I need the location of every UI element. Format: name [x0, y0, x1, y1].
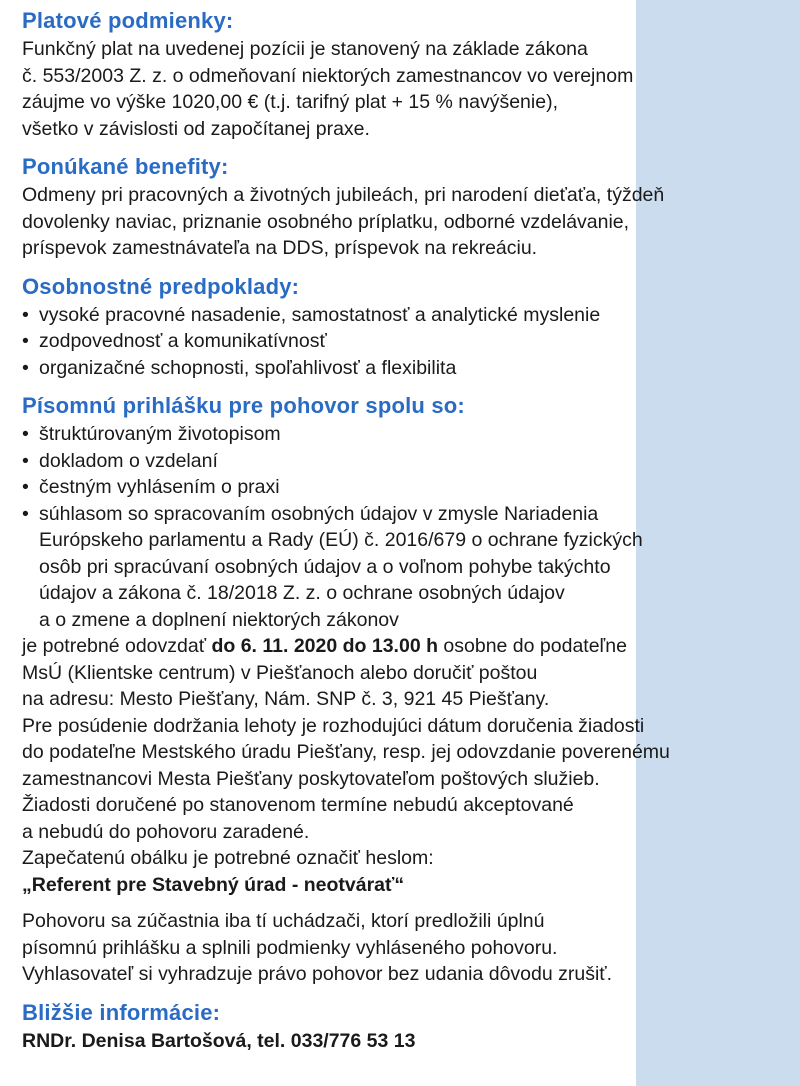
application-section — [22, 391, 792, 988]
list-item — [22, 302, 792, 329]
list-item-text: Európskeho parlamentu a Rady (EÚ) č. 2016/679 o ochrane fyzických — [39, 529, 643, 551]
application-line: MsÚ (Klientske centrum) v Piešťanoch alebo doručiť poštou — [22, 661, 538, 684]
envelope-label: „Referent pre Stavebný úrad - neotvárať“ — [22, 873, 405, 896]
list-item-text: organizačné schopnosti, spoľahlivosť a flexibilita — [39, 356, 457, 379]
benefits-line: príspevok zamestnávateľa na DDS, príspevok na rekreáciu. — [22, 237, 538, 259]
bullet-icon: • — [22, 502, 29, 525]
list-item-text: súhlasom so spracovaním osobných údajov v zmysle Nariadenia — [39, 502, 599, 525]
list-item — [22, 355, 792, 382]
contact-line: RNDr. Denisa Bartošová, tel. 033/776 53 13 — [22, 1029, 416, 1052]
deadline-date: do 6. 11. 2020 do 13.00 h — [211, 635, 438, 657]
list-item — [22, 421, 792, 448]
closing-line: písomnú prihlášku a splnili podmienky vyhláseného pohovoru. — [22, 936, 558, 959]
application-line: Pre posúdenie dodržania lehoty je rozhodujúci dátum doručenia žiadosti — [22, 714, 645, 737]
salary-section — [22, 6, 792, 142]
prerequisites-section — [22, 272, 792, 382]
bullet-icon: • — [22, 356, 29, 379]
application-line: Žiadosti doručené po stanovenom termíne nebudú akceptované — [22, 794, 574, 816]
salary-line: všetko v závislosti od započítanej praxe. — [22, 117, 370, 140]
salary-line: Funkčný plat na uvedenej pozícii je stanovený na základe zákona — [22, 38, 588, 60]
prerequisites-list — [22, 302, 792, 382]
application-line: na adresu: Mesto Piešťany, Nám. SNP č. 3, 921 45 Piešťany. — [22, 688, 550, 710]
salary-line: č. 553/2003 Z. z. o odmeňovaní niektorých zamestnancov vo verejnom — [22, 64, 634, 87]
bullet-icon: • — [22, 303, 29, 326]
benefits-text — [22, 182, 792, 262]
info-section — [22, 998, 792, 1055]
application-line: zamestnancovi Mesta Piešťany poskytovateľom poštových služieb. — [22, 767, 600, 790]
list-item — [22, 448, 792, 475]
salary-text — [22, 36, 792, 142]
salary-heading: Platové podmienky: — [22, 8, 234, 33]
deadline-suffix: osobne do podateľne — [438, 635, 627, 657]
deadline-prefix: je potrebné odovzdať — [22, 635, 212, 657]
list-item-text: osôb pri spracúvaní osobných údajov a o voľnom pohybe takýchto — [39, 555, 611, 578]
benefits-section — [22, 152, 792, 262]
bullet-icon: • — [22, 330, 29, 352]
bullet-icon: • — [22, 449, 29, 472]
application-line: a nebudú do pohovoru zaradené. — [22, 820, 310, 843]
list-item — [22, 474, 792, 501]
spacer — [22, 898, 792, 908]
closing-line: Pohovoru sa zúčastnia iba tí uchádzači, ktorí predložili úplnú — [22, 910, 545, 932]
bullet-icon: • — [22, 476, 29, 498]
list-item — [22, 501, 792, 634]
benefits-line: dovolenky naviac, priznanie osobného príplatku, odborné vzdelávanie, — [22, 210, 630, 233]
benefits-heading: Ponúkané benefity: — [22, 154, 229, 179]
list-item-text: vysoké pracovné nasadenie, samostatnosť a analytické myslenie — [39, 303, 601, 326]
job-posting-content — [22, 6, 792, 1054]
list-item-text: štruktúrovaným životopisom — [39, 423, 281, 445]
list-item-text: a o zmene a doplnení niektorých zákonov — [39, 608, 399, 631]
application-line: Zapečatenú obálku je potrebné označiť heslom: — [22, 847, 434, 869]
info-heading: Bližšie informácie: — [22, 999, 221, 1025]
application-line: do podateľne Mestského úradu Piešťany, resp. jej odovzdanie poverenému — [22, 741, 670, 763]
benefits-line: Odmeny pri pracovných a životných jubileách, pri narodení dieťaťa, týždeň — [22, 184, 665, 206]
deadline-line — [22, 633, 792, 660]
salary-line: záujme vo výške 1020,00 € (t.j. tarifný plat + 15 % navýšenie), — [22, 91, 558, 113]
prerequisites-heading: Osobnostné predpoklady: — [22, 273, 300, 299]
list-item — [22, 328, 792, 355]
list-item-text: zodpovednosť a komunikatívnosť — [39, 330, 327, 352]
application-attachments-list — [22, 421, 792, 633]
list-item-text: dokladom o vzdelaní — [39, 449, 218, 472]
application-heading: Písomnú prihlášku pre pohovor spolu so: — [22, 393, 465, 418]
closing-line: Vyhlasovateľ si vyhradzuje právo pohovor bez udania dôvodu zrušiť. — [22, 963, 613, 985]
bullet-icon: • — [22, 423, 29, 445]
list-item-text: čestným vyhlásením o praxi — [39, 476, 280, 498]
closing-text — [22, 908, 792, 988]
list-item-text: údajov a zákona č. 18/2018 Z. z. o ochrane osobných údajov — [39, 582, 565, 604]
